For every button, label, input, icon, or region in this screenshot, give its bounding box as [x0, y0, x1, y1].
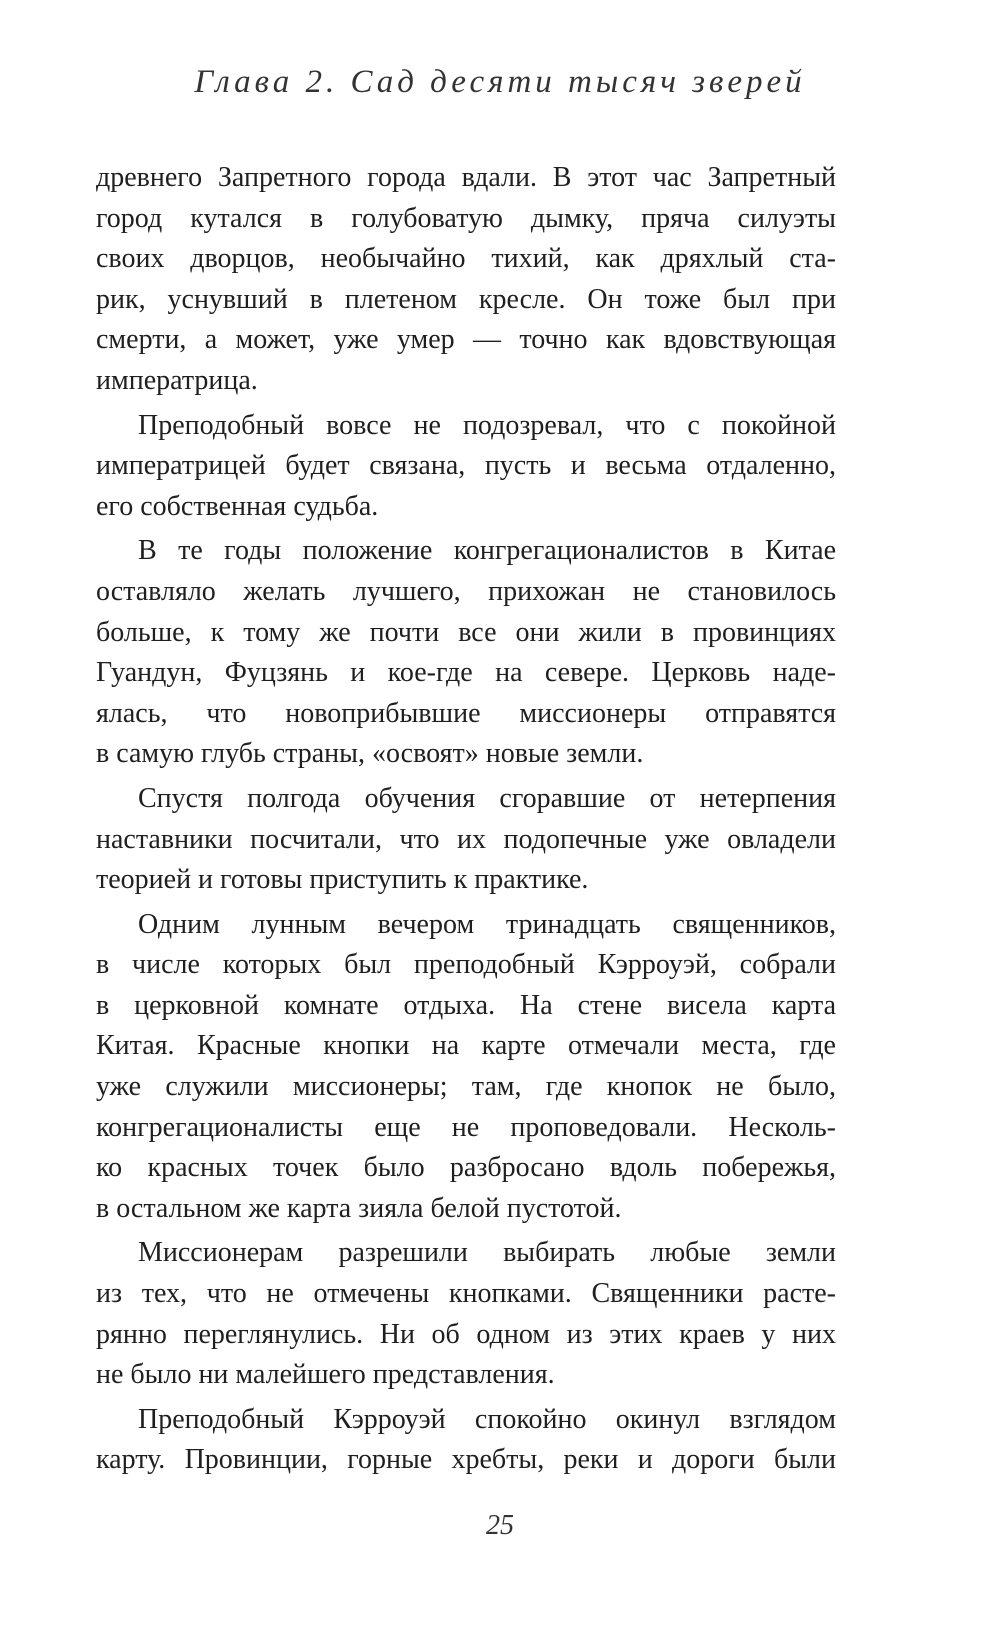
- text-line: императрицей будет связана, пусть и весьма отдаленно,: [96, 450, 836, 482]
- text-line: в числе которых был преподобный Кэрроуэй, собрали: [96, 949, 836, 981]
- text-line: В те годы положение конгрегационалистов в Китае: [138, 535, 836, 567]
- text-line: город кутался в голубоватую дымку, пряча силуэты: [96, 202, 836, 234]
- text-line: конгрегационалисты еще не проповедовали. Несколь-: [96, 1111, 836, 1143]
- text-line: древнего Запретного города вдали. В этот час Запретный: [96, 162, 836, 193]
- text-line: уже служили миссионеры; там, где кнопок не было,: [96, 1071, 836, 1103]
- paragraph: [96, 1400, 836, 1481]
- text-line: рик, уснувший в плетеном кресле. Он тоже был при: [96, 283, 836, 315]
- text-line: Одним лунным вечером тринадцать священников,: [138, 908, 836, 940]
- text-line: Китая. Красные кнопки на карте отмечали места, где: [96, 1030, 836, 1062]
- text-line: Спустя полгода обучения сгоравшие от нетерпения: [138, 782, 836, 814]
- body-text: [96, 158, 836, 1485]
- text-line: теорией и готовы приступить к практике.: [96, 864, 589, 896]
- paragraph: [96, 779, 836, 901]
- paragraph: [96, 406, 836, 528]
- page-number: 25: [486, 1510, 514, 1541]
- text-line: императрица.: [96, 364, 258, 396]
- paragraph: [96, 531, 836, 775]
- text-line: его собственная судьба.: [96, 490, 379, 522]
- text-line: ялась, что новоприбывшие миссионеры отправятся: [96, 697, 836, 729]
- text-line: наставники посчитали, что их подопечные уже овладели: [96, 823, 836, 855]
- text-line: рянно переглянулись. Ни об одном из этих краев у них: [96, 1318, 836, 1350]
- text-line: в остальном же карта зияла белой пустотой.: [96, 1192, 622, 1224]
- text-line: своих дворцов, необычайно тихий, как дряхлый ста-: [96, 243, 836, 275]
- text-line: из тех, что не отмечены кнопками. Священники расте-: [96, 1278, 836, 1310]
- text-line: не было ни малейшего представления.: [96, 1359, 555, 1391]
- text-line: Преподобный Кэрроуэй спокойно окинул взглядом: [138, 1403, 836, 1435]
- text-line: в самую глубь страны, «освоят» новые земли.: [96, 738, 644, 770]
- text-line: Преподобный вовсе не подозревал, что с покойной: [138, 409, 836, 441]
- text-line: смерти, а может, уже умер — точно как вдовствующая: [96, 324, 836, 356]
- paragraph: [96, 158, 836, 402]
- paragraph: [96, 1233, 836, 1395]
- text-line: больше, к тому же почти все они жили в провинциях: [96, 616, 836, 648]
- text-line: в церковной комнате отдыха. На стене висела карта: [96, 989, 836, 1021]
- running-head: Глава 2. Сад десяти тысяч зверей: [194, 64, 806, 100]
- paragraph: [96, 905, 836, 1230]
- text-line: оставляло желать лучшего, прихожан не становилось: [96, 575, 836, 607]
- text-line: Гуандун, Фуцзянь и кое-где на севере. Церковь наде-: [96, 657, 836, 689]
- text-line: карту. Провинции, горные хребты, реки и дороги были: [96, 1444, 836, 1476]
- text-line: Миссионерам разрешили выбирать любые земли: [138, 1237, 836, 1269]
- text-line: ко красных точек было разбросано вдоль побережья,: [96, 1152, 836, 1184]
